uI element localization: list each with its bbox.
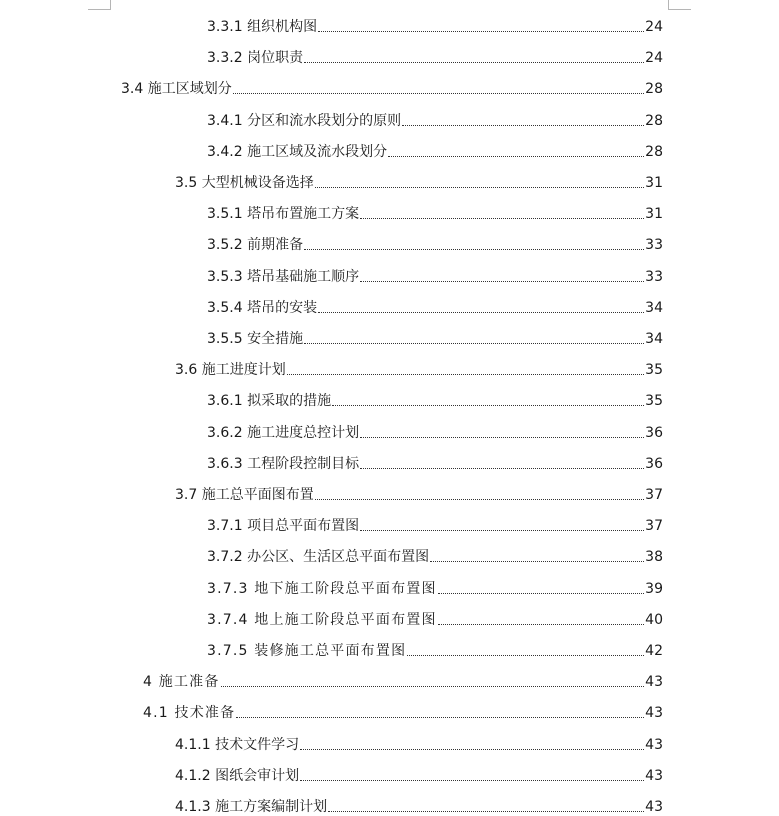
toc-entry-title: 4.1.2 图纸会审计划: [175, 767, 300, 784]
toc-entry-title: 3.6.3 工程阶段控制目标: [207, 455, 360, 472]
toc-dot-leader: [360, 468, 644, 469]
page-corner-mark-left: [88, 0, 111, 10]
toc-entry[interactable]: [175, 357, 663, 379]
toc-entry-page-number: 42: [645, 643, 663, 659]
toc-dot-leader: [304, 249, 644, 250]
toc-dot-leader: [300, 780, 644, 781]
toc-entry-title: 3.5 大型机械设备选择: [175, 175, 314, 191]
toc-dot-leader: [360, 530, 644, 531]
toc-entry[interactable]: [175, 482, 663, 504]
toc-entry-title: 3.6.1 拟采取的措施: [207, 393, 332, 410]
toc-entry-title: 3.6 施工进度计划: [175, 362, 286, 379]
toc-entry-title: 4.1.3 施工方案编制计划: [175, 799, 328, 815]
toc-entry-title: 3.4 施工区域划分: [121, 81, 232, 98]
toc-entry-title: 3.3.2 岗位职责: [207, 50, 304, 67]
toc-entry-title: 3.3.1 组织机构图: [207, 19, 318, 35]
toc-dot-leader: [315, 499, 644, 500]
toc-dot-leader: [332, 405, 644, 406]
toc-entry-page-number: 28: [645, 143, 663, 160]
toc-entry[interactable]: [207, 232, 663, 254]
toc-entry[interactable]: [207, 326, 663, 348]
toc-entry[interactable]: [143, 669, 663, 691]
toc-entry-page-number: 31: [645, 206, 663, 223]
toc-entry[interactable]: [175, 170, 663, 192]
toc-entry[interactable]: [207, 451, 663, 473]
toc-dot-leader: [438, 593, 645, 594]
toc-entry[interactable]: [207, 388, 663, 410]
toc-entry[interactable]: [207, 14, 663, 36]
toc-entry[interactable]: [207, 420, 663, 442]
toc-entry-title: 3.5.4 塔吊的安装: [207, 299, 318, 316]
toc-entry-page-number: 39: [645, 580, 663, 597]
toc-entry[interactable]: [207, 264, 663, 286]
toc-entry-title: 4.1 技术准备: [143, 705, 236, 722]
toc-entry[interactable]: [207, 139, 663, 161]
toc-entry-page-number: 40: [645, 611, 663, 628]
toc-dot-leader: [318, 312, 644, 313]
toc-entry-page-number: 38: [645, 549, 663, 566]
toc-entry[interactable]: [207, 638, 663, 660]
toc-entry-title: 4 施工准备: [143, 674, 220, 691]
toc-entry-page-number: 43: [645, 767, 663, 784]
toc-entry-page-number: 31: [645, 175, 663, 191]
toc-entry-page-number: 43: [645, 799, 663, 815]
page-corner-mark-right: [668, 0, 691, 10]
toc-entry[interactable]: [121, 76, 663, 98]
toc-entry-page-number: 24: [645, 50, 663, 67]
toc-entry-title: 3.5.2 前期准备: [207, 237, 304, 254]
toc-dot-leader: [300, 749, 644, 750]
toc-entry-title: 3.7.1 项目总平面布置图: [207, 518, 360, 535]
toc-entry[interactable]: [207, 576, 663, 598]
toc-entry-title: 4.1.1 技术文件学习: [175, 736, 300, 753]
toc-entry-page-number: 35: [645, 362, 663, 379]
toc-entry[interactable]: [207, 513, 663, 535]
toc-entry-title: 3.4.1 分区和流水段划分的原则: [207, 112, 402, 129]
toc-entry-page-number: 36: [645, 455, 663, 472]
toc-dot-leader: [360, 281, 644, 282]
toc-dot-leader: [328, 811, 644, 812]
toc-entry[interactable]: [207, 201, 663, 223]
toc-entry-page-number: 37: [645, 518, 663, 535]
toc-dot-leader: [360, 218, 644, 219]
toc-entry-page-number: 28: [645, 112, 663, 129]
toc-entry[interactable]: [207, 45, 663, 67]
toc-entry[interactable]: [175, 763, 663, 785]
toc-entry-page-number: 24: [645, 19, 663, 35]
toc-entry-page-number: 37: [645, 487, 663, 503]
toc-entry[interactable]: [175, 794, 663, 816]
toc-entry[interactable]: [175, 732, 663, 754]
toc-entry-page-number: 35: [645, 393, 663, 410]
toc-dot-leader: [388, 156, 644, 157]
toc-dot-leader: [221, 686, 645, 687]
toc-entry-title: 3.7.4 地上施工阶段总平面布置图: [207, 611, 437, 628]
toc-entry-page-number: 34: [645, 331, 663, 347]
toc-dot-leader: [402, 125, 644, 126]
toc-dot-leader: [236, 717, 644, 718]
toc-entry[interactable]: [207, 295, 663, 317]
toc-entry-title: 3.7.5 装修施工总平面布置图: [207, 643, 407, 659]
toc-entry-title: 3.5.3 塔吊基础施工顺序: [207, 268, 360, 285]
toc-entry-page-number: 34: [645, 299, 663, 316]
toc-entry-title: 3.5.5 安全措施: [207, 331, 304, 347]
toc-entry-page-number: 43: [645, 705, 663, 722]
toc-entry-page-number: 43: [645, 736, 663, 753]
toc-entry-title: 3.7.2 办公区、生活区总平面布置图: [207, 549, 430, 566]
toc-dot-leader: [304, 62, 644, 63]
toc-entry-page-number: 33: [645, 237, 663, 254]
toc-entry-page-number: 28: [645, 81, 663, 98]
toc-dot-leader: [438, 624, 645, 625]
toc-entry-title: 3.6.2 施工进度总控计划: [207, 424, 360, 441]
toc-entry-title: 3.7.3 地下施工阶段总平面布置图: [207, 580, 437, 597]
toc-entry[interactable]: [143, 700, 663, 722]
toc-entry[interactable]: [207, 607, 663, 629]
toc-entry[interactable]: [207, 544, 663, 566]
toc-dot-leader: [304, 343, 644, 344]
toc-entry[interactable]: [207, 108, 663, 130]
toc-dot-leader: [318, 31, 644, 32]
toc-dot-leader: [407, 655, 644, 656]
toc-dot-leader: [233, 93, 644, 94]
toc-dot-leader: [287, 374, 644, 375]
toc-dot-leader: [315, 187, 644, 188]
toc-entry-title: 3.7 施工总平面图布置: [175, 487, 314, 503]
toc-entry-title: 3.5.1 塔吊布置施工方案: [207, 206, 360, 223]
toc-dot-leader: [430, 561, 644, 562]
toc-entry-title: 3.4.2 施工区域及流水段划分: [207, 143, 388, 160]
toc-entry-page-number: 36: [645, 424, 663, 441]
toc-entry-page-number: 43: [645, 674, 663, 691]
toc-dot-leader: [360, 437, 644, 438]
toc-entry-page-number: 33: [645, 268, 663, 285]
